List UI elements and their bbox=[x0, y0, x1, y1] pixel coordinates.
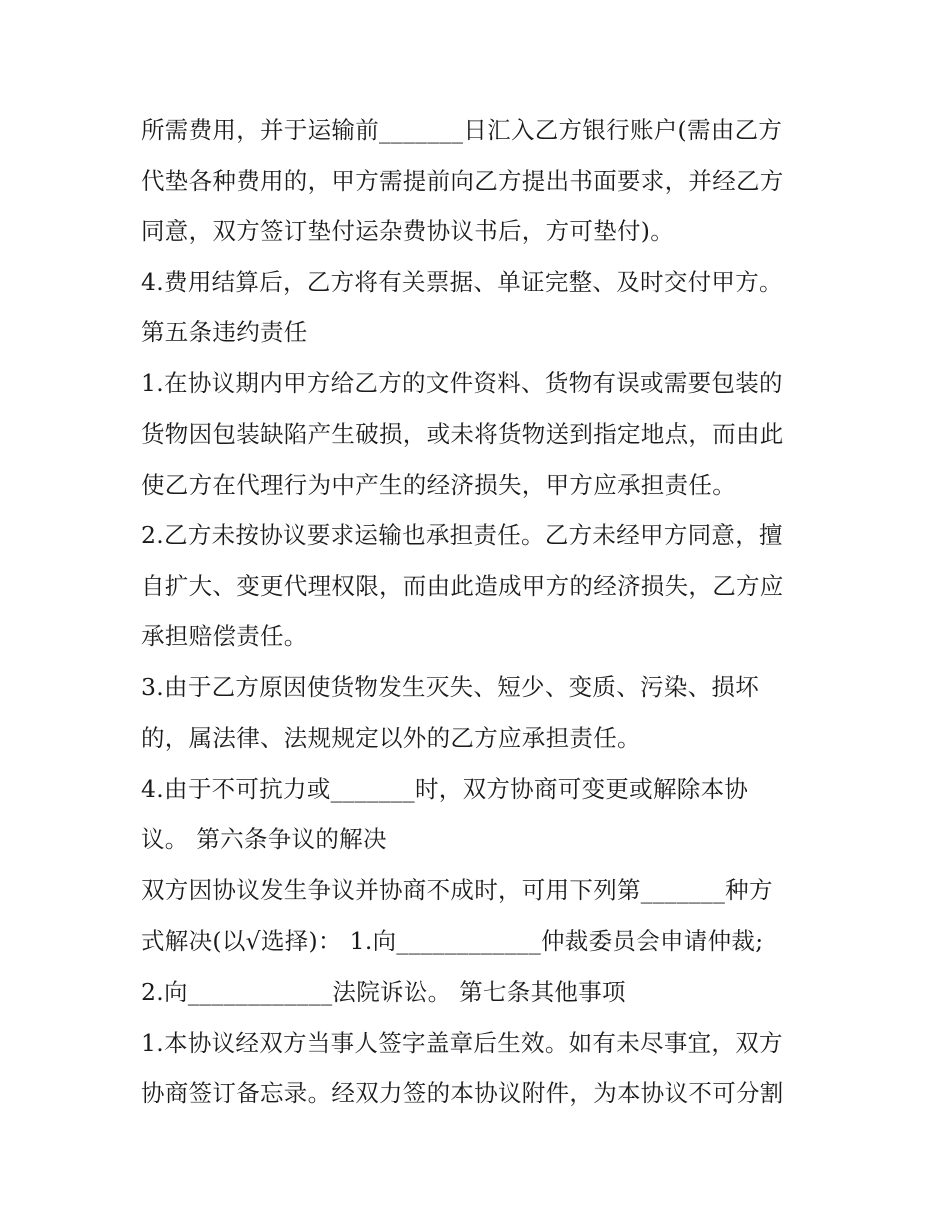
text-line: 1.本协议经双方当事人签字盖章后生效。如有未尽事宜，双方 bbox=[141, 1029, 783, 1057]
text-line: 代垫各种费用的，甲方需提前向乙方提出书面要求，并经乙方 bbox=[141, 167, 784, 195]
text-line: 货物因包装缺陷产生破损，或未将货物送到指定地点，而由此 bbox=[141, 420, 784, 448]
text-line: 双方因协议发生争议并协商不成时，可用下列第_______种方 bbox=[141, 876, 773, 904]
text-line: 承担赔偿责任。 bbox=[141, 622, 308, 650]
text-line: 2.乙方未按协议要求运输也承担责任。乙方未经甲方同意，擅 bbox=[141, 521, 783, 549]
text-line: 使乙方在代理行为中产生的经济损失，甲方应承担责任。 bbox=[141, 471, 736, 499]
text-line: 式解决(以√选择)： 1.向____________仲裁委员会申请仲裁; bbox=[141, 927, 764, 955]
text-line: 协商签订备忘录。经双力签的本协议附件，为本协议不可分割 bbox=[141, 1079, 784, 1107]
text-line: 的，属法律、法规规定以外的乙方应承担责任。 bbox=[141, 724, 641, 752]
text-line: 3.由于乙方原因使货物发生灭失、短少、变质、污染、损坏 bbox=[141, 673, 760, 701]
text-line: 4.费用结算后，乙方将有关票据、单证完整、及时交付甲方。 bbox=[141, 268, 783, 296]
text-line: 同意，双方签订垫付运杂费协议书后，方可垫付)。 bbox=[141, 217, 675, 245]
text-line: 2.向____________法院诉讼。 第七条其他事项 bbox=[141, 978, 626, 1006]
text-line: 自扩大、变更代理权限，而由此造成甲方的经济损失，乙方应 bbox=[141, 572, 784, 600]
text-line: 议。 第六条争议的解决 bbox=[141, 825, 387, 853]
text-line: 4.由于不可抗力或_______时，双方协商可变更或解除本协 bbox=[141, 775, 749, 803]
section-heading: 第五条违约责任 bbox=[141, 318, 308, 346]
text-line: 1.在协议期内甲方给乙方的文件资料、货物有误或需要包装的 bbox=[141, 369, 783, 397]
text-line: 所需费用，并于运输前_______日汇入乙方银行账户(需由乙方 bbox=[141, 116, 783, 144]
